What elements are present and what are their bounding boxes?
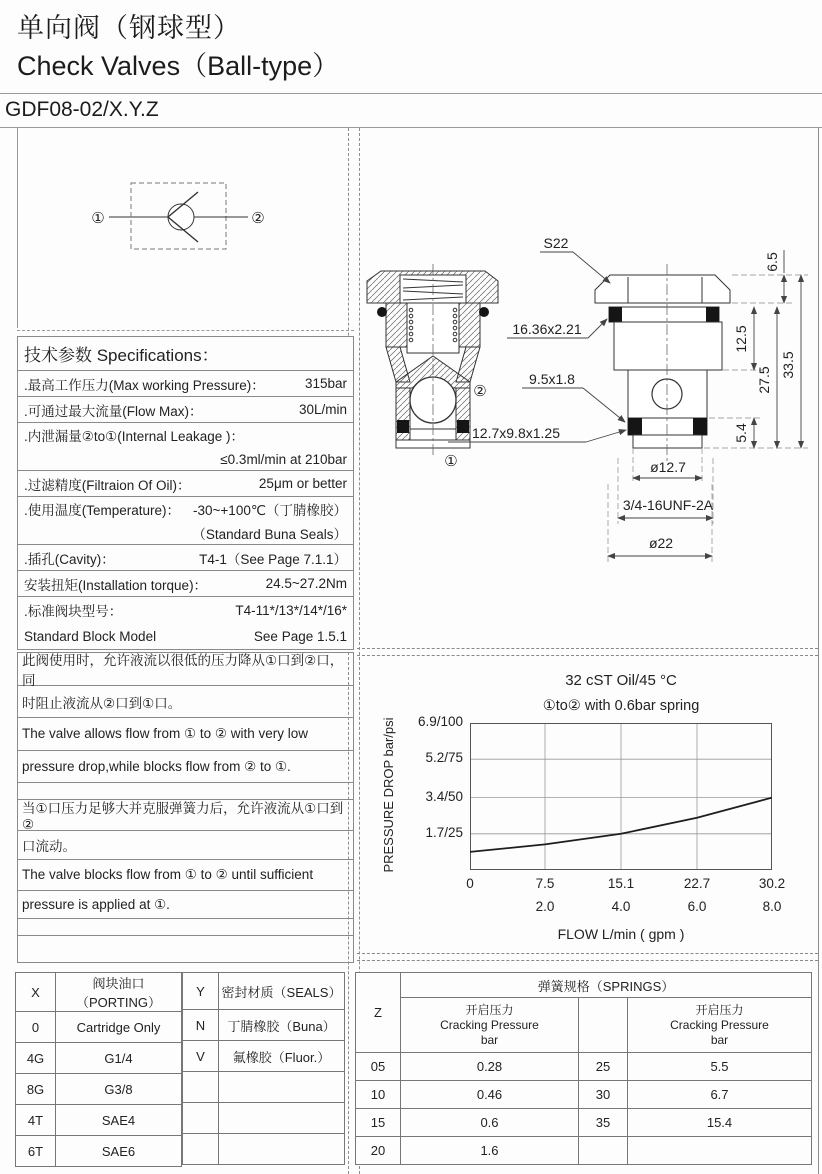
chart-x-axis-label: FLOW L/min ( gpm ): [557, 926, 685, 942]
drawing-chart-divider: [357, 648, 818, 656]
seal-code: V: [183, 1041, 219, 1072]
page-right-border: [818, 128, 819, 1174]
seal-left: [628, 418, 642, 435]
chart-y-axis-label: PRESSURE DROP bar/psi: [381, 717, 396, 873]
springs-title: 弹簧规格（SPRINGS）: [401, 973, 812, 998]
spring-code: 10: [356, 1081, 401, 1109]
dim-nose: 5.4: [733, 423, 749, 443]
table-row: [183, 1072, 345, 1103]
header-unit: bar: [710, 1032, 729, 1047]
specs-heading: 技术参数 Specifications：: [18, 337, 353, 371]
lower-seal-right: [457, 420, 469, 433]
table-row: [183, 1010, 345, 1041]
spec-value: 315bar: [304, 376, 347, 391]
page-title-en: Check Valves（Ball-type）: [17, 51, 340, 81]
oring-section-left: [377, 307, 387, 317]
table-row: [16, 1136, 182, 1167]
table-row: [16, 1043, 182, 1074]
table-subheader-row: [356, 998, 812, 1053]
spec-value: （Standard Buna Seals）: [192, 527, 347, 542]
table-header-row: [16, 973, 182, 1012]
hex-size-label: S22: [543, 235, 569, 251]
header-unit: bar: [480, 1032, 499, 1047]
porting-code-header: X: [16, 973, 56, 1012]
porting-code: 6T: [16, 1136, 56, 1167]
x-tick: 7.5: [535, 876, 555, 891]
table-row: [16, 1012, 182, 1043]
porting-value: G1/4: [56, 1043, 182, 1074]
porting-header: 阀块油口（PORTING）: [56, 973, 182, 1012]
threaded-section: [614, 322, 722, 370]
header-en: Cracking Pressure: [440, 1017, 539, 1032]
description-line: The valve allows flow from ① to ② with very low: [18, 718, 353, 751]
x-tick: 0: [466, 876, 474, 891]
header-cn: 开启压力: [465, 1002, 514, 1017]
dim-thread: 3/4-16UNF-2A: [622, 497, 714, 513]
description-spacer: [18, 919, 353, 936]
spec-value: -30~+100℃（丁腈橡胶）: [193, 503, 347, 518]
oring-section-right: [479, 307, 489, 317]
cracking-pressure-header: [401, 998, 579, 1053]
spring-pressure: 0.46: [401, 1081, 579, 1109]
spec-row: [18, 497, 353, 545]
table-row: [356, 1109, 812, 1137]
chart-subtitle: ①to② with 0.6bar spring: [542, 698, 700, 714]
oring-groove: [609, 307, 719, 322]
dim-outer-dia: ø22: [648, 535, 674, 551]
chart-tables-divider: [357, 953, 818, 961]
spec-label: .内泄漏量②to①(Internal Leakage )：: [24, 429, 245, 444]
description-line: 此阀使用时，允许液流以很低的压力降从①口到②口，同: [18, 653, 353, 686]
seal-right: [693, 418, 707, 435]
porting-value: G3/8: [56, 1074, 182, 1105]
description-line: 口流动。: [18, 831, 353, 860]
description-line: pressure is applied at ①.: [18, 891, 353, 919]
spec-label: .使用温度(Temperature)：: [24, 503, 181, 518]
spec-row: [18, 545, 353, 571]
spec-value: See Page 1.5.1: [253, 628, 347, 644]
model-number: GDF08-02/X.Y.Z: [5, 98, 159, 121]
spring-pressure: 0.6: [401, 1109, 579, 1137]
seals-header: 密封材质（SEALS）: [219, 973, 345, 1010]
hex-head: [595, 275, 730, 303]
x-tick-gpm: 2.0: [535, 899, 555, 914]
x-tick-gpm: 4.0: [611, 899, 631, 914]
spec-value: T4-11*/13*/14*/16*: [235, 602, 347, 618]
spec-label: .可通过最大流量(Flow Max)：: [24, 403, 203, 419]
lower-seal-left: [397, 420, 409, 433]
description-spacer: [18, 936, 353, 963]
porting-code: 4T: [16, 1105, 56, 1136]
springs-z-header: Z: [356, 973, 401, 1053]
page-title-cn: 单向阀（钢球型）: [17, 13, 241, 43]
symbol-port-1-label: ①: [91, 210, 105, 227]
x-tick: 22.7: [683, 876, 711, 891]
function-description: [17, 652, 354, 963]
backup-size-label: 12.7x9.8x1.25: [472, 425, 560, 441]
porting-value: Cartridge Only: [56, 1012, 182, 1043]
porting-code: 0: [16, 1012, 56, 1043]
spring-code: 05: [356, 1053, 401, 1081]
seal-value: 氟橡胶（Fluor.）: [219, 1041, 345, 1072]
hydraulic-symbol-panel: [17, 128, 355, 328]
cracking-pressure-header: [628, 998, 812, 1053]
spec-label: .最高工作压力(Max working Pressure)：: [24, 377, 265, 393]
spec-value: 24.5~27.2Nm: [265, 576, 347, 591]
table-row: [183, 1134, 345, 1165]
spring-pressure: 15.4: [628, 1109, 812, 1137]
header-cn: 开启压力: [695, 1002, 744, 1017]
spec-row: [18, 471, 353, 497]
dim-hex-height: 6.5: [764, 252, 780, 272]
oring-size-label: 16.36x2.21: [512, 321, 582, 337]
spec-row: [18, 397, 353, 423]
spec-value: T4-1（See Page 7.1.1）: [199, 551, 347, 567]
spring-pressure: 5.5: [628, 1053, 812, 1081]
dim-upper: 12.5: [733, 325, 749, 353]
y-tick: 1.7/25: [425, 825, 463, 840]
table-header-row: [183, 973, 345, 1010]
x-tick: 30.2: [758, 876, 786, 891]
check-valve-symbol: [76, 165, 276, 269]
x-tick-gpm: 8.0: [762, 899, 782, 914]
spring-pressure: [628, 1137, 812, 1165]
oring-left: [609, 307, 622, 322]
x-tick-gpm: 6.0: [687, 899, 707, 914]
spring-code: [579, 1137, 628, 1165]
external-view: [595, 264, 730, 462]
dim-total: 33.5: [780, 351, 796, 379]
table-row: [16, 1105, 182, 1136]
porting-code: 8G: [16, 1074, 56, 1105]
description-line: 时阻止液流从②口到①口。: [18, 686, 353, 718]
hex-size-leader: [540, 252, 610, 283]
spec-value: 30L/min: [298, 402, 347, 417]
header-divider: [0, 93, 822, 94]
oring-right: [706, 307, 719, 322]
dim-nose-dia: ø12.7: [650, 459, 686, 475]
port-1-marker: ①: [444, 453, 458, 470]
dim-body: 27.5: [756, 366, 772, 394]
porting-code: 4G: [16, 1043, 56, 1074]
description-line: 当①口压力足够大并克服弹簧力后，允许液流从①口到②: [18, 800, 353, 831]
chart-title: 32 cST Oil/45 °C: [565, 672, 677, 689]
table-row: [183, 1041, 345, 1072]
y-tick: 3.4/50: [425, 789, 463, 804]
spec-row: [18, 423, 353, 471]
specifications-table: [17, 336, 354, 650]
spec-value: 25μm or better: [258, 476, 347, 491]
nose-section: [633, 435, 702, 448]
x-tick: 15.1: [607, 876, 635, 891]
spring-pressure: 0.28: [401, 1053, 579, 1081]
porting-value: SAE6: [56, 1136, 182, 1167]
table-row: [16, 1074, 182, 1105]
spec-label: .插孔(Cavity)：: [24, 551, 115, 567]
table-header-row: [356, 973, 812, 998]
spring-code: 35: [579, 1109, 628, 1137]
seal-leader: [522, 388, 625, 422]
spec-label: 安装扭矩(Installation torque)：: [24, 577, 208, 593]
table-row: [356, 1137, 812, 1165]
description-line: pressure drop,while blocks flow from ② to ①.: [18, 751, 353, 783]
spec-row: [18, 571, 353, 597]
seals-code-header: Y: [183, 973, 219, 1010]
spec-label: .过滤精度(Filtraion Of Oil)：: [24, 477, 191, 493]
pressure-drop-chart: [365, 660, 818, 952]
springs-table: [355, 972, 812, 1165]
table-row: [356, 1081, 812, 1109]
spring-pressure: 1.6: [401, 1137, 579, 1165]
porting-value: SAE4: [56, 1105, 182, 1136]
spec-label: Standard Block Model: [24, 628, 157, 644]
specs-top-dashed-line: [17, 330, 354, 331]
porting-table: [15, 972, 182, 1167]
seals-table: [182, 972, 345, 1165]
seal-value: 丁腈橡胶（Buna）: [219, 1010, 345, 1041]
y-tick: 6.9/100: [417, 714, 463, 729]
spring-pressure: 6.7: [628, 1081, 812, 1109]
seal-size-label: 9.5x1.8: [529, 371, 575, 387]
symbol-port-2-label: ②: [251, 210, 265, 227]
chart-plot-area: [470, 723, 772, 870]
table-row: [183, 1103, 345, 1134]
spec-label: .标准阀块型号：: [24, 604, 123, 619]
table-row: [356, 1053, 812, 1081]
spring-code: 15: [356, 1109, 401, 1137]
valve-technical-drawing: [360, 128, 818, 653]
spring-code: 30: [579, 1081, 628, 1109]
y-tick: 5.2/75: [425, 750, 463, 765]
port-2-marker: ②: [473, 383, 487, 400]
spring-code: 20: [356, 1137, 401, 1165]
spring-code: 25: [579, 1053, 628, 1081]
symbol-ball: [168, 204, 194, 230]
spec-row: [18, 597, 353, 649]
header-en: Cracking Pressure: [670, 1017, 769, 1032]
seal-code: N: [183, 1010, 219, 1041]
spec-row: [18, 371, 353, 397]
spec-value: ≤0.3ml/min at 210bar: [220, 451, 347, 467]
description-line: The valve blocks flow from ① to ② until sufficient: [18, 860, 353, 891]
